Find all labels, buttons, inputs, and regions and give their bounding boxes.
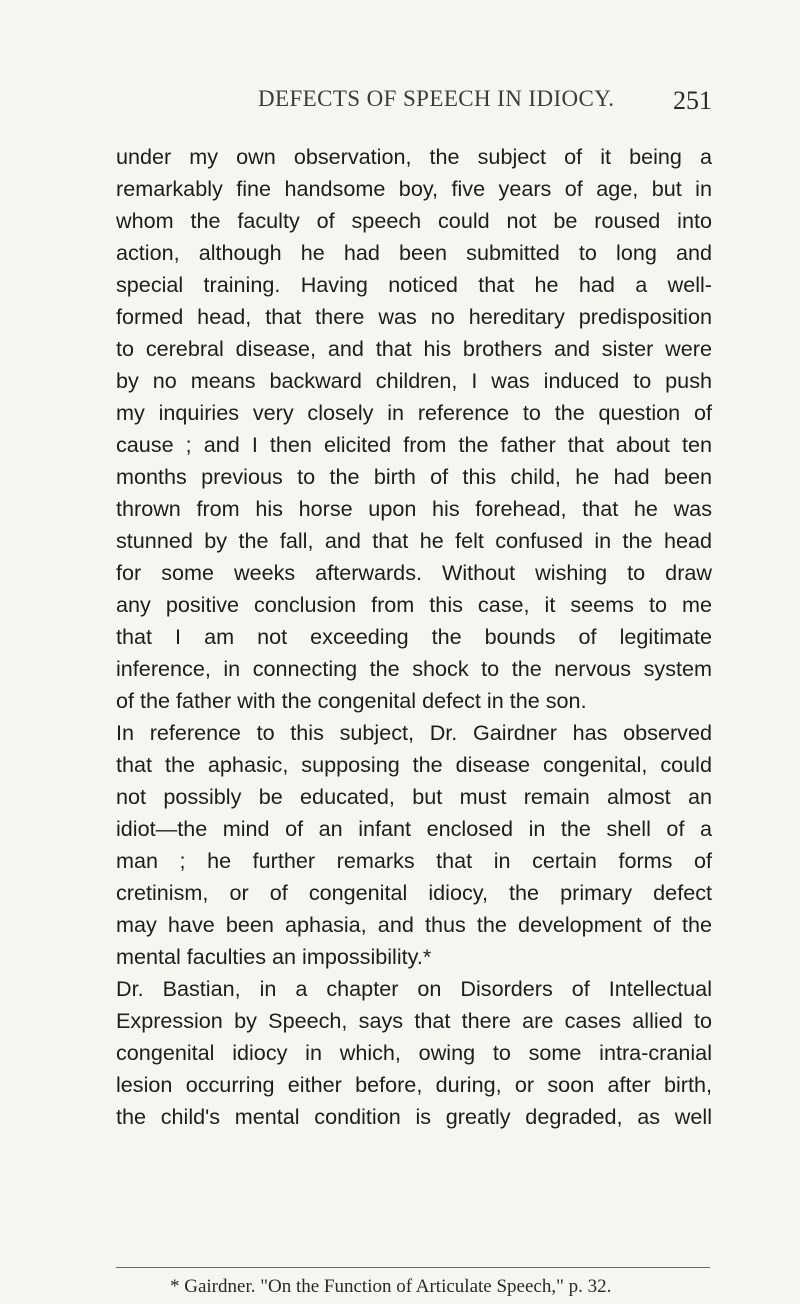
body-text (116, 141, 712, 1133)
text-line: mental faculties an impossibility.* (116, 944, 432, 969)
footnote-divider (116, 1267, 710, 1268)
text-line: action, although he had been submitted to long and (116, 240, 712, 265)
text-line: by no means backward children, I was induced to push (116, 368, 712, 393)
text-line: whom the faculty of speech could not be roused into (116, 208, 712, 233)
text-line: idiot—the mind of an infant enclosed in the shell of a (116, 816, 712, 841)
text-line: inference, in connecting the shock to the nervous system (116, 656, 712, 681)
text-line: Expression by Speech, says that there are cases allied to (116, 1008, 712, 1033)
text-line: of the father with the congenital defect in the son. (116, 688, 587, 713)
text-line: cause ; and I then elicited from the father that about ten (116, 432, 712, 457)
text-line: to cerebral disease, and that his brothers and sister were (116, 336, 712, 361)
page-number: 251 (673, 86, 712, 115)
text-line: that the aphasic, supposing the disease congenital, could (116, 752, 712, 777)
text-line: man ; he further remarks that in certain forms of (116, 848, 712, 873)
text-line: cretinism, or of congenital idiocy, the primary defect (116, 880, 712, 905)
text-line: months previous to the birth of this child, he had been (116, 464, 712, 489)
text-line: congenital idiocy in which, owing to some intra-cranial (116, 1040, 712, 1065)
text-line: special training. Having noticed that he had a well- (116, 272, 712, 297)
text-line: for some weeks afterwards. Without wishing to draw (116, 560, 712, 585)
text-line: Dr. Bastian, in a chapter on Disorders of Intellectual (116, 976, 712, 1001)
text-line: lesion occurring either before, during, or soon after birth, (116, 1072, 712, 1097)
text-line: remarkably fine handsome boy, five years of age, but in (116, 176, 712, 201)
text-line: may have been aphasia, and thus the development of the (116, 912, 712, 937)
text-line: stunned by the fall, and that he felt confused in the head (116, 528, 712, 553)
text-line: my inquiries very closely in reference to the question of (116, 400, 712, 425)
text-line: the child's mental condition is greatly degraded, as well (116, 1104, 712, 1129)
text-line: under my own observation, the subject of it being a (116, 144, 712, 169)
text-line: thrown from his horse upon his forehead, that he was (116, 496, 712, 521)
text-line: In reference to this subject, Dr. Gairdner has observed (116, 720, 712, 745)
footnote: * Gairdner. "On the Function of Articulate Speech," p. 32. (170, 1276, 612, 1297)
page-header (116, 86, 712, 116)
text-line: any positive conclusion from this case, it seems to me (116, 592, 712, 617)
text-line: formed head, that there was no hereditary predisposition (116, 304, 712, 329)
text-line: not possibly be educated, but must remain almost an (116, 784, 712, 809)
text-line: that I am not exceeding the bounds of legitimate (116, 624, 712, 649)
running-head: DEFECTS OF SPEECH IN IDIOCY. (258, 86, 615, 111)
